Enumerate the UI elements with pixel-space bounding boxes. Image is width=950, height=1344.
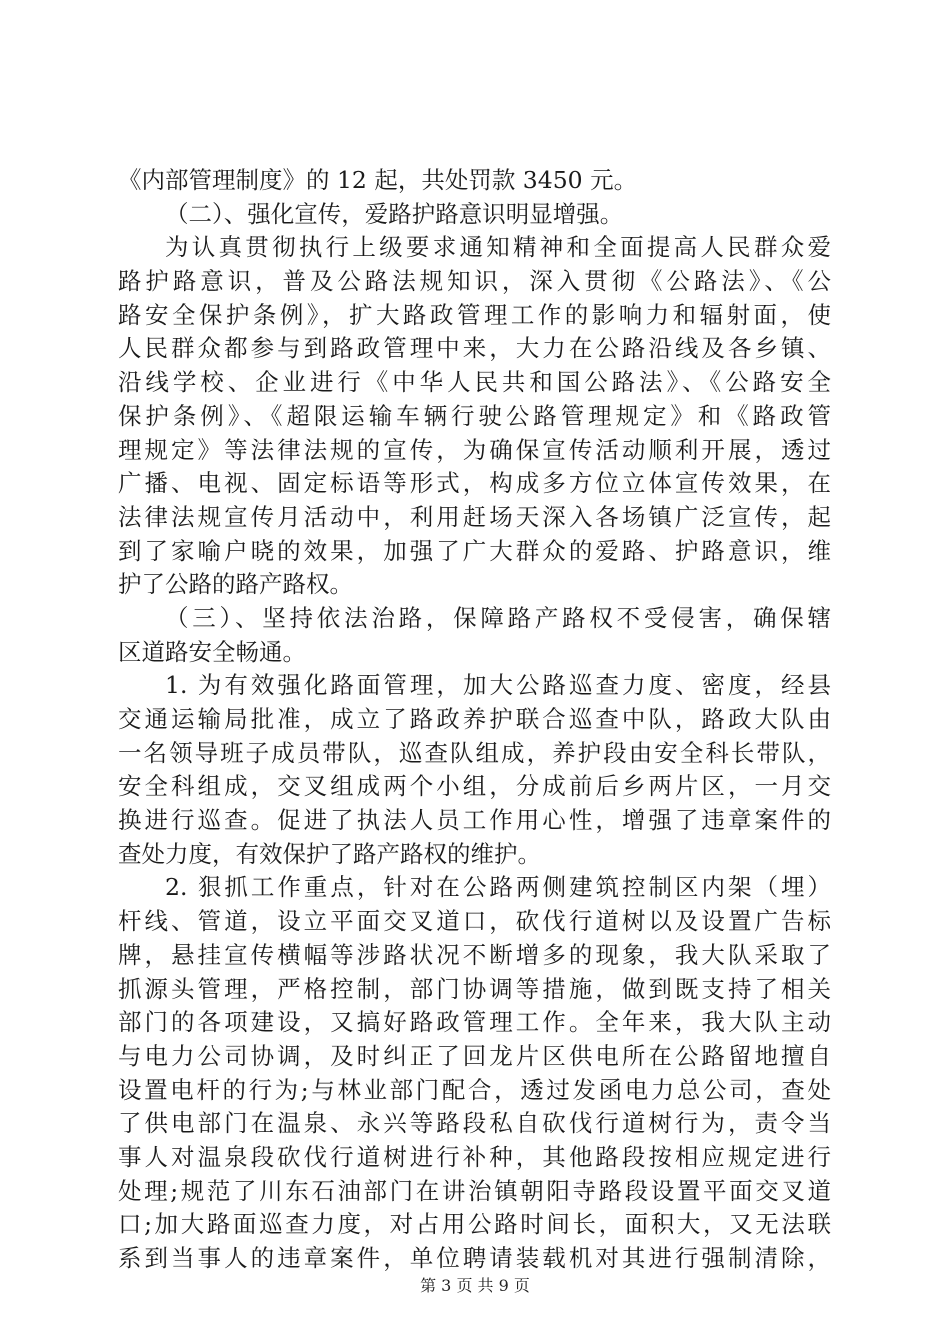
text-line: 处理;规范了川东石油部门在讲治镇朝阳寺路段设置平面交叉道 [118,1176,831,1205]
text-line: （三）、坚持依法治路，保障路产路权不受侵害，确保辖 [165,603,831,632]
text-line: 安全科组成，交叉组成两个小组，分成前后乡两片区，一月交 [118,772,831,801]
text-line: 设置电杆的行为;与林业部门配合，透过发函电力总公司，查处 [118,1075,831,1104]
text-line: 1. 为有效强化路面管理，加大公路巡查力度、密度，经县 [165,671,831,700]
text-line: 牌，悬挂宣传横幅等涉路状况不断增多的现象，我大队采取了 [118,940,831,969]
text-line: 与电力公司协调，及时纠正了回龙片区供电所在公路留地擅自 [118,1041,831,1070]
text-line: 口;加大路面巡查力度，对占用公路时间长，面积大，又无法联 [118,1210,831,1239]
text-line: （二）、强化宣传，爱路护路意识明显增强。 [165,199,624,228]
text-line: 了供电部门在温泉、永兴等路段私自砍伐行道树行为，责令当 [118,1109,831,1138]
text-line: 事人对温泉段砍伐行道树进行补种，其他路段按相应规定进行 [118,1142,831,1171]
text-line: 《内部管理制度》的 12 起，共处罚款 3450 元。 [118,166,638,194]
text-line: 路护路意识，普及公路法规知识，深入贯彻《公路法》、《公 [118,267,831,296]
text-line: 为认真贯彻执行上级要求通知精神和全面提高人民群众爱 [165,233,831,262]
page-footer: 第 3 页 共 9 页 [420,1276,530,1295]
text-line: 沿线学校、企业进行《中华人民共和国公路法》、《公路安全 [118,368,831,397]
text-line: 法律法规宣传月活动中，利用赶场天深入各场镇广泛宣传，起 [118,502,831,531]
text-line: 到了家喻户晓的效果，加强了广大群众的爱路、护路意识，维 [118,536,831,565]
document-body [118,164,831,1276]
text-line: 杆线、管道，设立平面交叉道口，砍伐行道树以及设置广告标 [118,907,831,936]
text-line: 人民群众都参与到路政管理中来，大力在公路沿线及各乡镇、 [118,334,831,363]
text-line: 换进行巡查。促进了执法人员工作用心性，增强了违章案件的 [118,806,831,835]
text-line: 系到当事人的违章案件，单位聘请装载机对其进行强制清除， [118,1244,831,1272]
text-line: 一名领导班子成员带队，巡查队组成，养护段由安全科长带队， [118,738,831,767]
text-line: 广播、电视、固定标语等形式，构成多方位立体宣传效果，在 [118,469,831,498]
text-line: 区道路安全畅通。 [118,637,306,666]
text-line: 理规定》等法律法规的宣传，为确保宣传活动顺利开展，透过 [118,435,831,464]
text-line: 2. 狠抓工作重点，针对在公路两侧建筑控制区内架（埋） [165,873,831,902]
text-line: 查处力度，有效保护了路产路权的维护。 [118,839,541,868]
text-line: 护了公路的路产路权。 [118,570,353,599]
text-line: 部门的各项建设，又搞好路政管理工作。全年来，我大队主动 [118,1008,831,1037]
text-line: 路安全保护条例》，扩大路政管理工作的影响力和辐射面，使 [118,300,831,329]
text-line: 抓源头管理，严格控制，部门协调等措施，做到既支持了相关 [118,974,831,1003]
text-line: 交通运输局批准，成立了路政养护联合巡查中队，路政大队由 [118,705,831,733]
text-line: 保护条例》、《超限运输车辆行驶公路管理规定》和《路政管 [118,401,831,430]
